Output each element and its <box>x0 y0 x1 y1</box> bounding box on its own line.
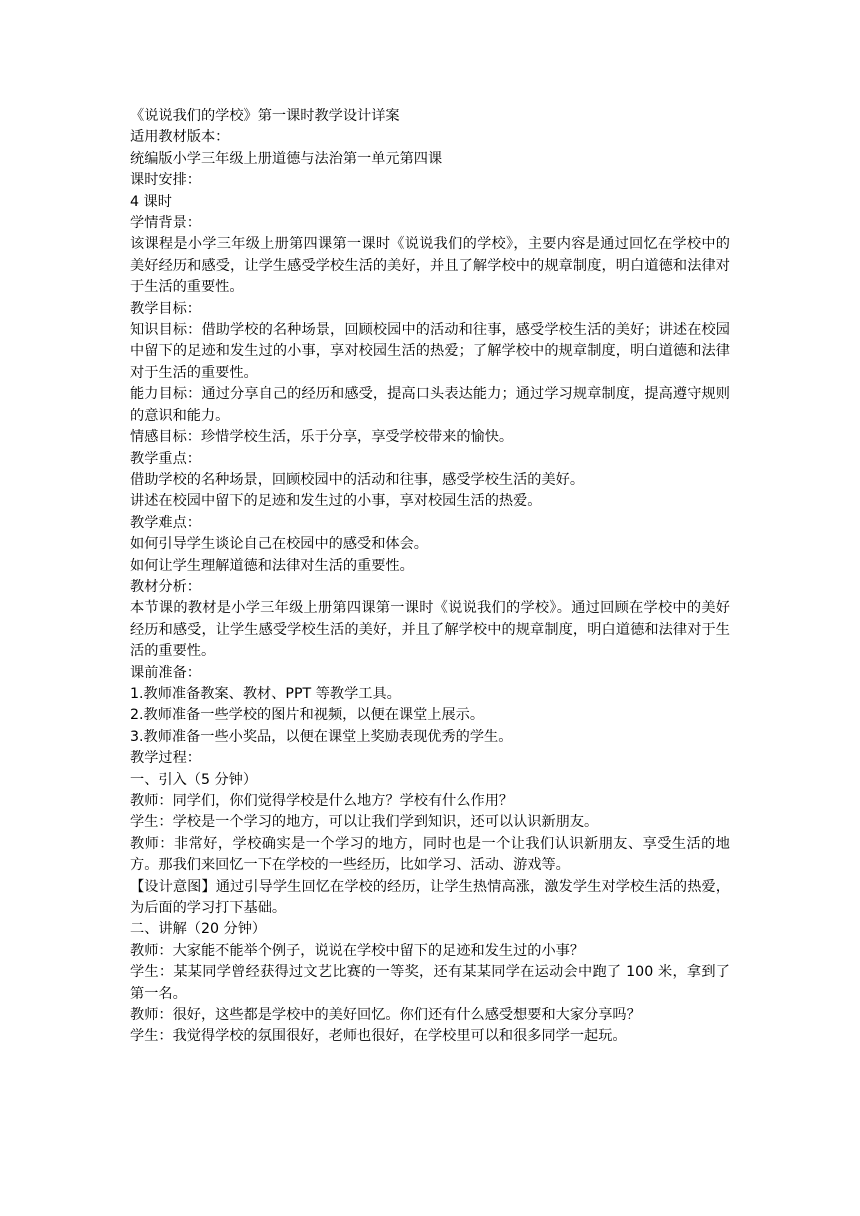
paragraph: 情感目标：珍惜学校生活，乐于分享，享受学校带来的愉快。 <box>130 429 514 446</box>
dialogue-line: 学生：某某同学曾经获得过文艺比赛的一等奖，还有某某同学在运动会中跑了 100 米，拿到了第一名。 <box>130 964 730 1002</box>
section-heading: 适用教材版本： <box>130 129 230 146</box>
document-body <box>130 106 730 1048</box>
dialogue-line: 学生：学校是一个学习的地方，可以让我们学到知识，还可以认识新朋友。 <box>130 814 599 831</box>
dialogue-line: 教师：很好，这些都是学校中的美好回忆。你们还有什么感受想要和大家分享吗？ <box>130 1007 641 1024</box>
paragraph: 知识目标：借助学校的名种场景，回顾校园中的活动和往事，感受学校生活的美好；讲述在校园中留下的足迹和发生过的小事，享对校园生活的热爱；了解学校中的规章制度，明白道德和法律对于生活的重要性。 <box>130 322 730 381</box>
section-heading: 学情背景： <box>130 215 201 232</box>
paragraph: 本节课的教材是小学三年级上册第四课第一课时《说说我们的学校》。通过回顾在学校中的美好经历和感受，让学生感受学校生活的美好，并且了解学校中的规章制度，明白道德和法律对于生活的重要性。 <box>130 600 730 660</box>
subsection-heading: 二、讲解（20 分钟） <box>130 921 267 938</box>
document-title: 《说说我们的学校》第一课时教学设计详案 <box>130 108 400 124</box>
section-heading: 教学难点： <box>130 514 201 531</box>
paragraph: 该课程是小学三年级上册第四课第一课时《说说我们的学校》，主要内容是通过回忆在学校中的美好经历和感受，让学生感受学校生活的美好，并且了解学校中的规章制度，明白道德和法律对于生活的重要性。 <box>130 236 730 296</box>
paragraph: 讲述在校园中留下的足迹和发生过的小事，享对校园生活的热爱。 <box>130 493 542 510</box>
design-intent-note: 【设计意图】通过引导学生回忆在学校的经历，让学生热情高涨，激发学生对学校生活的热爱，为后面的学习打下基础。 <box>130 878 730 917</box>
dialogue-line: 教师：同学们，你们觉得学校是什么地方？学校有什么作用？ <box>130 793 514 809</box>
section-heading: 教学重点： <box>130 450 201 467</box>
section-heading: 课时安排： <box>130 172 201 189</box>
section-heading: 教材分析： <box>130 578 201 595</box>
paragraph: 能力目标：通过分享自己的经历和感受，提高口头表达能力；通过学习规章制度，提高遵守规则的意识和能力。 <box>130 386 730 424</box>
paragraph: 如何让学生理解道德和法律对生活的重要性。 <box>130 557 414 574</box>
paragraph: 如何引导学生谈论自己在校园中的感受和体会。 <box>130 536 428 553</box>
section-heading: 教学目标： <box>130 300 201 317</box>
subsection-heading: 一、引入（5 分钟） <box>130 771 258 788</box>
section-heading: 课前准备： <box>130 664 201 681</box>
paragraph: 统编版小学三年级上册道德与法治第一单元第四课 <box>130 150 443 167</box>
list-item: 2.教师准备一些学校的图片和视频，以便在课堂上展示。 <box>130 707 485 724</box>
list-item: 1.教师准备教案、教材、PPT 等教学工具。 <box>130 685 401 702</box>
section-heading: 教学过程： <box>130 750 201 767</box>
paragraph: 借助学校的名种场景，回顾校园中的活动和往事，感受学校生活的美好。 <box>130 471 585 488</box>
paragraph: 4 课时 <box>130 193 172 210</box>
dialogue-line: 教师：大家能不能举个例子，说说在学校中留下的足迹和发生过的小事？ <box>130 942 585 959</box>
dialogue-line: 学生：我觉得学校的氛围很好，老师也很好，在学校里可以和很多同学一起玩。 <box>130 1028 627 1045</box>
dialogue-line: 教师：非常好，学校确实是一个学习的地方，同时也是一个让我们认识新朋友、享受生活的地方。那我们来回忆一下在学校的一些经历，比如学习、活动、游戏等。 <box>130 835 730 874</box>
list-item: 3.教师准备一些小奖品，以便在课堂上奖励表现优秀的学生。 <box>130 728 513 745</box>
